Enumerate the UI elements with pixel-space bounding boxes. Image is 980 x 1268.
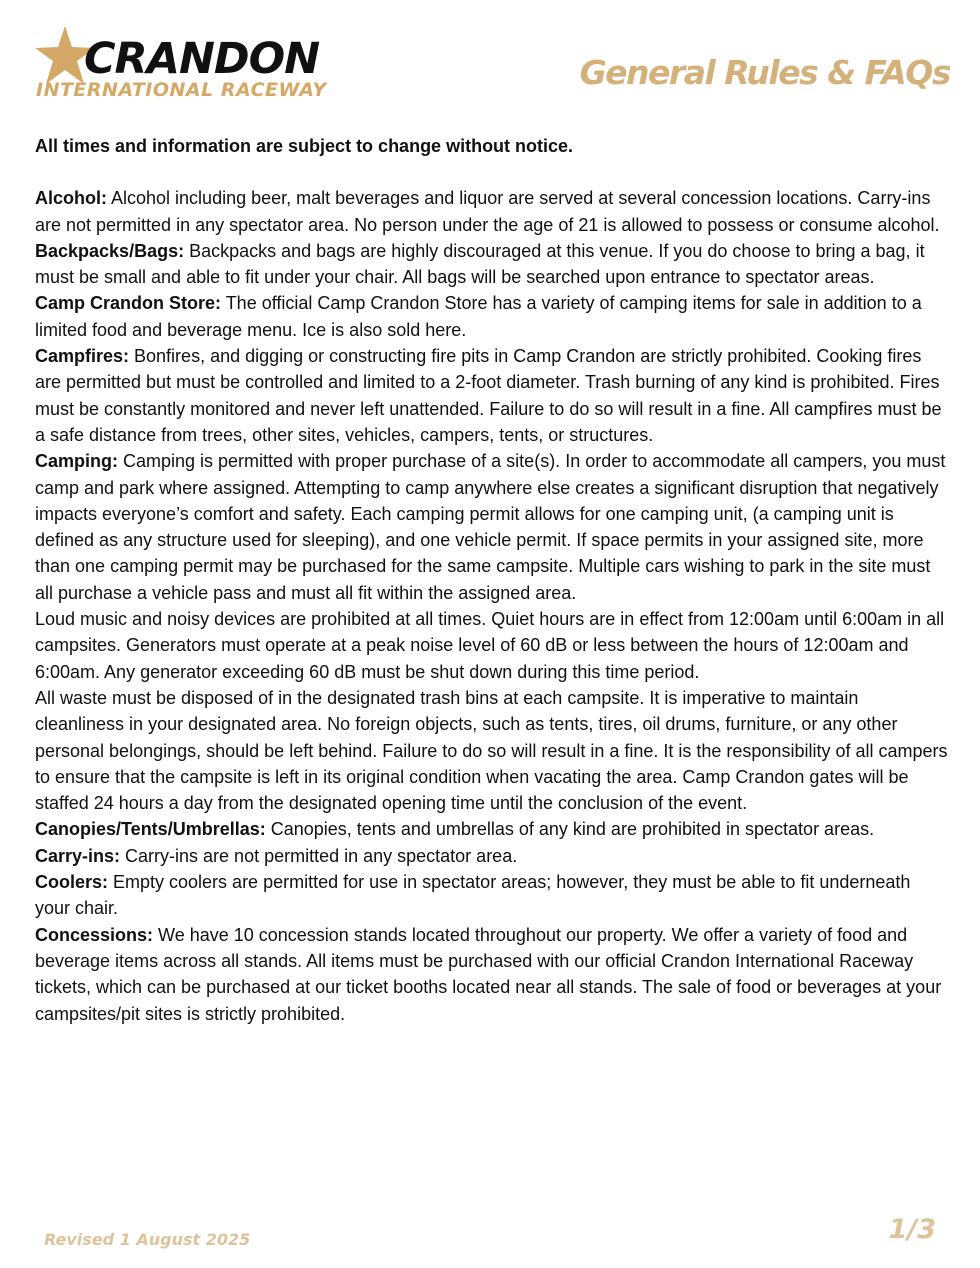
logo-subtitle: INTERNATIONAL RACEWAY <box>36 79 327 101</box>
change-notice: All times and information are subject to change without notice. <box>35 136 574 156</box>
rule-text: All waste must be disposed of in the designated trash bins at each campsite. It is imperative to maintain cleanliness in your designated area. No foreign objects, such as tents, tires, oil drums, furniture, or any other personal belongings, should be left behind. Failure to do so will result in a fine. It is the responsibility of all campers to ensure that the campsite is left in its original condition when vacating the area. Camp Crandon gates will be staffed 24 hours a day from the designated opening time until the conclusion of the event. <box>35 687 948 814</box>
revision-date: Revised 1 August 2025 <box>44 1230 251 1249</box>
rule-paragraph <box>35 843 950 869</box>
rule-term: Backpacks/Bags: <box>35 240 185 261</box>
rule-paragraph <box>35 922 950 1027</box>
page-number: 1/3 <box>888 1214 936 1245</box>
page-header <box>0 0 980 120</box>
rule-text: Bonfires, and digging or constructing fire pits in Camp Crandon are strictly prohibited. Cooking fires are permitted but must be controlled and limited to a 2-foot diameter. Trash burning of any kind is prohibited. Fires must be constantly monitored and never left unattended. Failure to do so will result in a fine. All campfires must be a safe distance from trees, other sites, vehicles, campers, tents, or structures. <box>35 346 942 445</box>
rule-paragraph <box>35 185 950 238</box>
rule-term: Alcohol: <box>35 188 107 209</box>
rule-text: Camping is permitted with proper purchase of a site(s). In order to accommodate all campers, you must camp and park where assigned. Attempting to camp anywhere else creates a significant disruption that negatively impacts everyone’s comfort and safety. Each camping permit allows for one camping unit, (a camping unit is defined as any structure used for sleeping), and one vehicle permit. If space permits in your assigned site, more than one camping permit may be purchased for the same campsite. Multiple cars wishing to park in the site must all purchase a vehicle pass and must all fit within the assigned area. <box>35 451 946 603</box>
rule-paragraph <box>35 869 950 922</box>
rule-text: The official Camp Crandon Store has a variety of camping items for sale in addition to a limited food and beverage menu. Ice is also sold here. <box>35 293 922 340</box>
rule-paragraph <box>35 606 950 685</box>
rule-term: Coolers: <box>35 872 109 893</box>
rule-paragraph <box>35 685 950 816</box>
rule-term: Carry-ins: <box>35 845 121 866</box>
rule-paragraph <box>35 343 950 448</box>
rule-paragraph <box>35 290 950 343</box>
page-title: General Rules & FAQs <box>579 53 950 92</box>
rule-text: We have 10 concession stands located throughout our property. We offer a variety of food and beverage items across all stands. All items must be purchased with our official Crandon International Raceway tickets, which can be purchased at our ticket booths located near all stands. The sale of food or beverages at your campsites/pit sites is strictly prohibited. <box>35 924 942 1024</box>
rules-list <box>35 185 950 1027</box>
rule-term: Camp Crandon Store: <box>35 293 222 314</box>
rules-body <box>35 133 950 1027</box>
rule-text: Empty coolers are permitted for use in spectator areas; however, they must be able to fit underneath your chair. <box>35 872 911 919</box>
rule-text: Alcohol including beer, malt beverages and liquor are served at several concession locations. Carry-ins are not permitted in any spectator area. No person under the age of 21 is allowed to possess or consume alcohol. <box>35 188 940 235</box>
rule-term: Concessions: <box>35 924 154 945</box>
rule-text: Backpacks and bags are highly discouraged at this venue. If you do choose to bring a bag, it must be small and able to fit under your chair. All bags will be searched upon entrance to spectator areas. <box>35 240 925 288</box>
rule-paragraph <box>35 816 950 842</box>
logo-wordmark: CRANDON <box>84 34 320 84</box>
rule-term: Camping: <box>35 451 118 472</box>
rule-paragraph <box>35 238 950 291</box>
rule-term: Canopies/Tents/Umbrellas: <box>35 819 266 840</box>
rule-text: Canopies, tents and umbrellas of any kind are prohibited in spectator areas. <box>265 819 875 840</box>
rule-text: Carry-ins are not permitted in any spectator area. <box>120 845 518 866</box>
rule-paragraph <box>35 448 950 606</box>
rule-text: Loud music and noisy devices are prohibited at all times. Quiet hours are in effect from 12:00am until 6:00am in all campsites. Generators must operate at a peak noise level of 60 dB or less between the hours of 12:00am and 6:00am. Any generator exceeding 60 dB must be shut down during this time period. <box>35 609 945 682</box>
crandon-logo <box>34 26 424 102</box>
rule-term: Campfires: <box>35 346 130 367</box>
